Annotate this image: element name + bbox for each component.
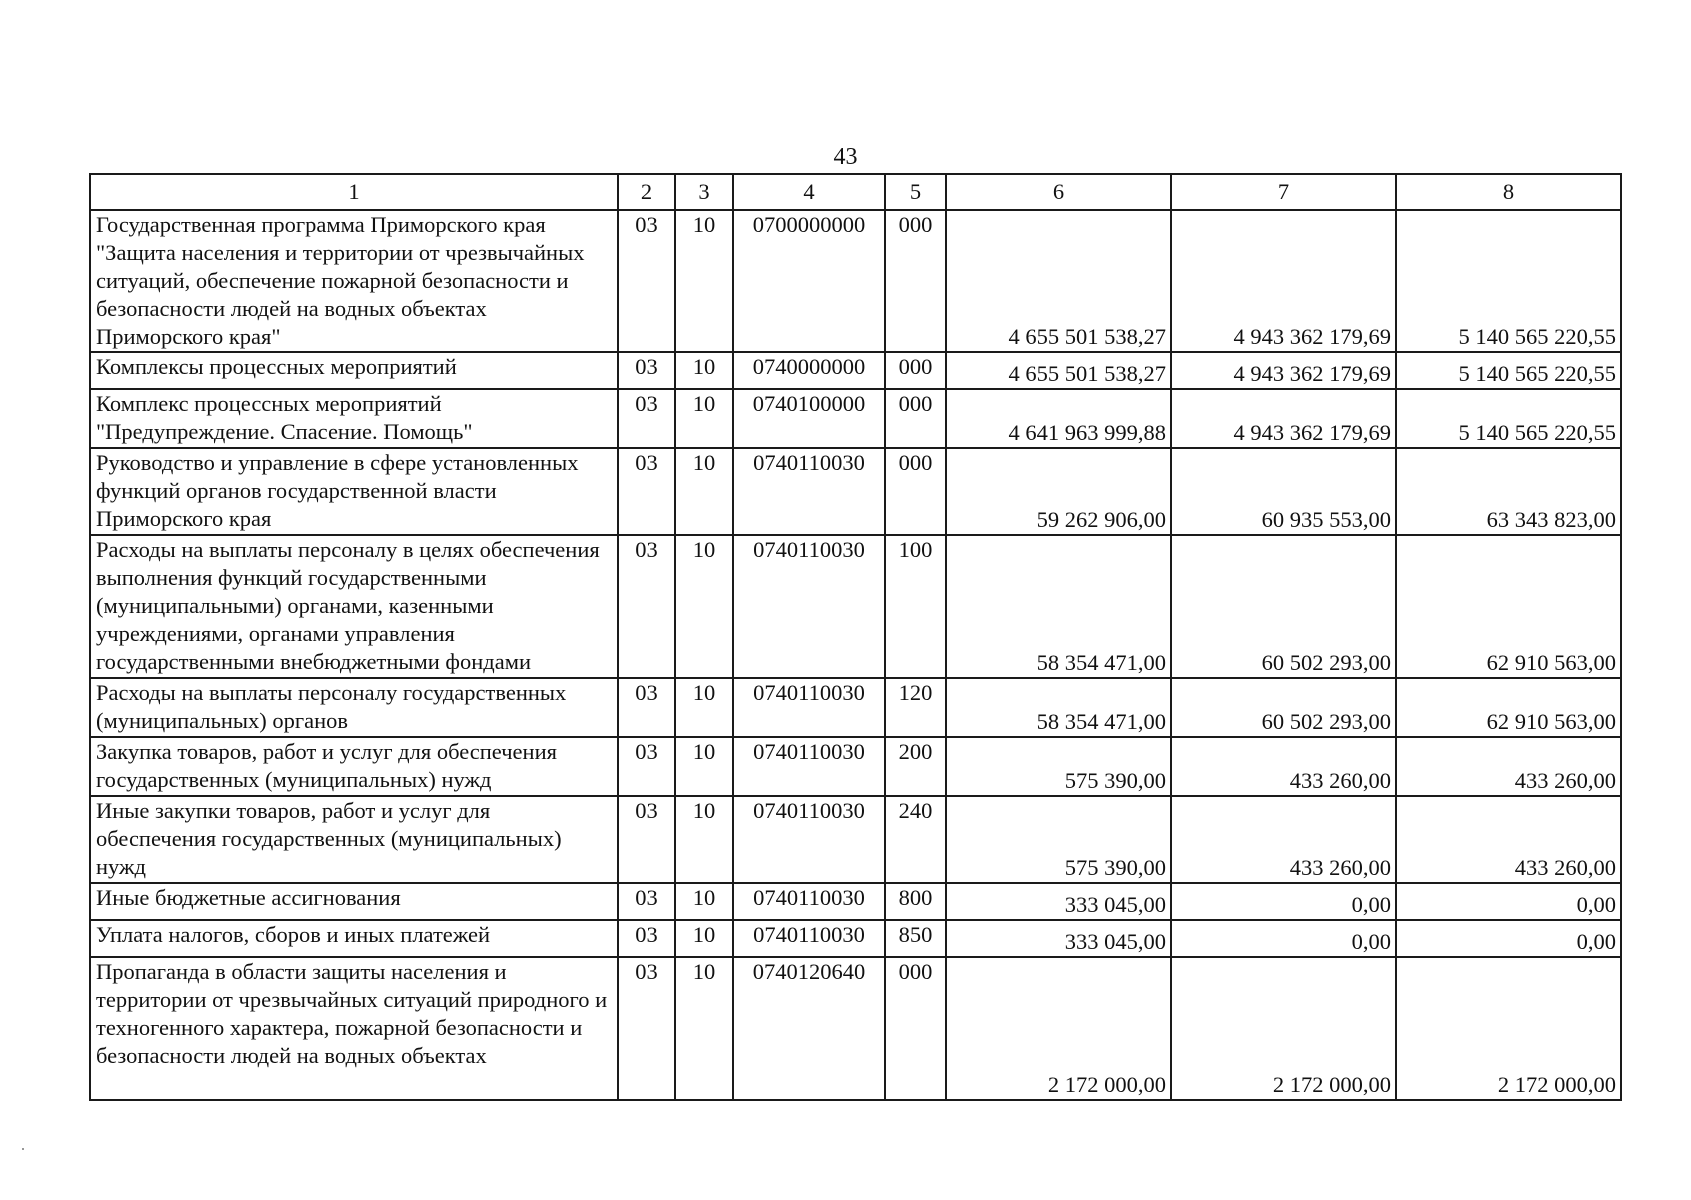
column-header: 6 — [946, 174, 1171, 210]
table-header — [90, 174, 1621, 210]
column-header: 2 — [618, 174, 675, 210]
target-item-code: 0740120640 — [733, 957, 885, 1100]
expense-type-code: 850 — [885, 920, 946, 957]
table-row — [90, 389, 1621, 448]
budget-table — [89, 173, 1622, 1101]
amount-year-2: 433 260,00 — [1171, 737, 1396, 796]
expense-type-code: 000 — [885, 352, 946, 389]
row-name: Руководство и управление в сфере установленных функций органов государственной власти Приморского края — [90, 448, 618, 535]
expense-type-code: 800 — [885, 883, 946, 920]
amount-year-1: 575 390,00 — [946, 796, 1171, 883]
table-row — [90, 352, 1621, 389]
amount-year-1: 59 262 906,00 — [946, 448, 1171, 535]
subsection-code: 10 — [675, 352, 733, 389]
subsection-code: 10 — [675, 210, 733, 352]
table-row — [90, 678, 1621, 737]
column-header: 7 — [1171, 174, 1396, 210]
amount-year-1: 58 354 471,00 — [946, 535, 1171, 678]
table-row — [90, 737, 1621, 796]
column-header: 8 — [1396, 174, 1621, 210]
subsection-code: 10 — [675, 920, 733, 957]
section-code: 03 — [618, 796, 675, 883]
subsection-code: 10 — [675, 883, 733, 920]
column-header: 4 — [733, 174, 885, 210]
amount-year-2: 433 260,00 — [1171, 796, 1396, 883]
table-row — [90, 448, 1621, 535]
amount-year-3: 62 910 563,00 — [1396, 678, 1621, 737]
amount-year-1: 2 172 000,00 — [946, 957, 1171, 1100]
amount-year-3: 62 910 563,00 — [1396, 535, 1621, 678]
section-code: 03 — [618, 535, 675, 678]
subsection-code: 10 — [675, 448, 733, 535]
amount-year-3: 0,00 — [1396, 920, 1621, 957]
amount-year-2: 0,00 — [1171, 920, 1396, 957]
subsection-code: 10 — [675, 737, 733, 796]
row-name: Закупка товаров, работ и услуг для обеспечения государственных (муниципальных) нужд — [90, 737, 618, 796]
amount-year-2: 60 935 553,00 — [1171, 448, 1396, 535]
section-code: 03 — [618, 920, 675, 957]
amount-year-2: 4 943 362 179,69 — [1171, 210, 1396, 352]
section-code: 03 — [618, 883, 675, 920]
amount-year-3: 433 260,00 — [1396, 737, 1621, 796]
target-item-code: 0740110030 — [733, 448, 885, 535]
expense-type-code: 200 — [885, 737, 946, 796]
section-code: 03 — [618, 957, 675, 1100]
amount-year-2: 2 172 000,00 — [1171, 957, 1396, 1100]
expense-type-code: 000 — [885, 389, 946, 448]
table-row — [90, 957, 1621, 1100]
row-name: Иные закупки товаров, работ и услуг для обеспечения государственных (муниципальных) нужд — [90, 796, 618, 883]
amount-year-1: 4 641 963 999,88 — [946, 389, 1171, 448]
expense-type-code: 000 — [885, 448, 946, 535]
table-row — [90, 796, 1621, 883]
amount-year-3: 63 343 823,00 — [1396, 448, 1621, 535]
target-item-code: 0740110030 — [733, 678, 885, 737]
section-code: 03 — [618, 210, 675, 352]
expense-type-code: 100 — [885, 535, 946, 678]
section-code: 03 — [618, 678, 675, 737]
row-name: Расходы на выплаты персоналу в целях обеспечения выполнения функций государственными (муниципальными) органами, казенными учреждениями, органами управления государственными внебюджетными фондами — [90, 535, 618, 678]
section-code: 03 — [618, 389, 675, 448]
amount-year-2: 4 943 362 179,69 — [1171, 389, 1396, 448]
header-row — [90, 174, 1621, 210]
row-name: Комплекс процессных мероприятий "Предупреждение. Спасение. Помощь" — [90, 389, 618, 448]
row-name: Иные бюджетные ассигнования — [90, 883, 618, 920]
expense-type-code: 000 — [885, 957, 946, 1100]
expense-type-code: 240 — [885, 796, 946, 883]
row-name: Уплата налогов, сборов и иных платежей — [90, 920, 618, 957]
scan-speck — [22, 1148, 24, 1150]
amount-year-3: 0,00 — [1396, 883, 1621, 920]
column-header: 1 — [90, 174, 618, 210]
section-code: 03 — [618, 737, 675, 796]
amount-year-2: 60 502 293,00 — [1171, 678, 1396, 737]
page-number: 43 — [833, 144, 858, 170]
target-item-code: 0700000000 — [733, 210, 885, 352]
row-name: Расходы на выплаты персоналу государственных (муниципальных) органов — [90, 678, 618, 737]
amount-year-2: 0,00 — [1171, 883, 1396, 920]
section-code: 03 — [618, 448, 675, 535]
column-header: 5 — [885, 174, 946, 210]
amount-year-1: 333 045,00 — [946, 883, 1171, 920]
amount-year-1: 333 045,00 — [946, 920, 1171, 957]
amount-year-2: 60 502 293,00 — [1171, 535, 1396, 678]
target-item-code: 0740110030 — [733, 883, 885, 920]
expense-type-code: 000 — [885, 210, 946, 352]
amount-year-1: 4 655 501 538,27 — [946, 352, 1171, 389]
target-item-code: 0740110030 — [733, 796, 885, 883]
table-body — [90, 210, 1621, 1100]
amount-year-3: 5 140 565 220,55 — [1396, 210, 1621, 352]
amount-year-3: 5 140 565 220,55 — [1396, 389, 1621, 448]
amount-year-1: 4 655 501 538,27 — [946, 210, 1171, 352]
row-name: Государственная программа Приморского края "Защита населения и территории от чрезвычайных ситуаций, обеспечение пожарной безопасности и безопасности людей на водных объектах Приморского края" — [90, 210, 618, 352]
column-header: 3 — [675, 174, 733, 210]
subsection-code: 10 — [675, 535, 733, 678]
target-item-code: 0740100000 — [733, 389, 885, 448]
subsection-code: 10 — [675, 957, 733, 1100]
section-code: 03 — [618, 352, 675, 389]
target-item-code: 0740110030 — [733, 920, 885, 957]
target-item-code: 0740110030 — [733, 535, 885, 678]
row-name: Пропаганда в области защиты населения и территории от чрезвычайных ситуаций природного и техногенного характера, пожарной безопасности и безопасности людей на водных объектах — [90, 957, 618, 1100]
target-item-code: 0740110030 — [733, 737, 885, 796]
subsection-code: 10 — [675, 678, 733, 737]
subsection-code: 10 — [675, 796, 733, 883]
expense-type-code: 120 — [885, 678, 946, 737]
amount-year-2: 4 943 362 179,69 — [1171, 352, 1396, 389]
amount-year-3: 5 140 565 220,55 — [1396, 352, 1621, 389]
amount-year-1: 58 354 471,00 — [946, 678, 1171, 737]
table-row — [90, 920, 1621, 957]
row-name: Комплексы процессных мероприятий — [90, 352, 618, 389]
amount-year-1: 575 390,00 — [946, 737, 1171, 796]
amount-year-3: 2 172 000,00 — [1396, 957, 1621, 1100]
subsection-code: 10 — [675, 389, 733, 448]
target-item-code: 0740000000 — [733, 352, 885, 389]
table-row — [90, 535, 1621, 678]
amount-year-3: 433 260,00 — [1396, 796, 1621, 883]
table-row — [90, 210, 1621, 352]
table-row — [90, 883, 1621, 920]
